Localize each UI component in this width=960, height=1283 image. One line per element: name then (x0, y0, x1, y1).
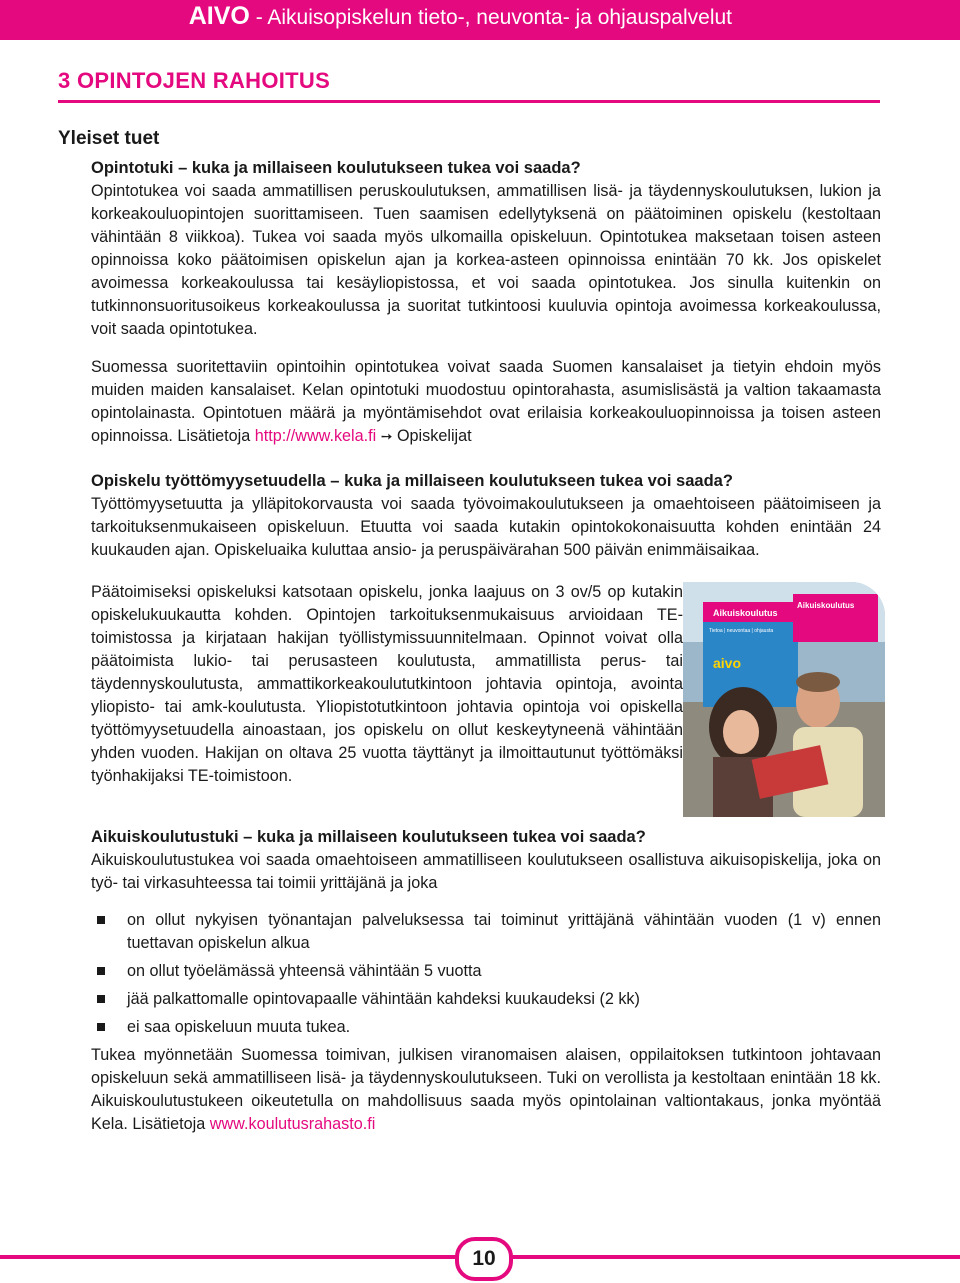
page-number: 10 (455, 1237, 513, 1281)
paragraph-text: Tukea myönnetään Suomessa toimivan, julkisen viranomaisen alaisen, oppilaitoksen tutkintoon johtavaan opiskeluun sekä ammatilliseen lisä- ja täydennyskoulutukseen. Tuki on verollista ja kestoltaan enintään 18 kk. Aikuiskoulutustukeen oikeutetulla on mahdollisuus saada myös opintolainan valtiontakaus, jonka myöntää Kela. Lisätietoja (91, 1046, 881, 1133)
list-item-text: jää palkattomalle opintovapaalle vähintään kahdeksi kuukaudeksi (2 kk) (127, 990, 640, 1008)
block-opintotuki (91, 157, 881, 448)
paragraph-text: Suomessa suoritettaviin opintoihin opintotukea voivat saada Suomen kansalaiset ja tietyin ehdoin myös muiden maiden kansalaiset. Kelan opintotuki muodostuu opintorahasta, asumislisästä ja valtion takaamasta opintolainasta. Opintotuen määrä ja myöntämisehdot ovat erilaisia korkeakouluopinnoissa ja toisen asteen opinnoissa. Lisätietoja (91, 358, 881, 445)
opintotuki-paragraph-2 (91, 356, 881, 448)
aikuiskoulutustuki-paragraph-2 (91, 1044, 881, 1136)
header-title (189, 0, 732, 40)
arrow-icon: ➙ (380, 428, 393, 444)
tyottomyysetuus-paragraph-1: Työttömyysetuutta ja ylläpitokorvausta voi saada työvoimakoulutukseen ja omaehtoiseen päätoimiseen ja tarkoituksenmukaiseen opiskeluun. Etuutta voi saada kutakin opintokokonaisuutta kohden enintään 24 kuukauden ajan. Opiskeluaika kuluttaa ansio- ja peruspäivärahan 500 päivän enimmäisaikaa. (91, 495, 881, 559)
block-aikuiskoulutustuki (91, 826, 881, 1136)
small-sign-text: Aikuiskoulutus (797, 601, 855, 610)
banner-text: Aikuiskoulutus (713, 608, 778, 618)
opintotuki-heading: Opintotuki – kuka ja millaiseen koulutukseen tukea voi saada? (91, 159, 581, 177)
header-bar (0, 0, 960, 40)
block-paatoiminen (91, 581, 683, 788)
opintotuki-paragraph-1: Opintotukea voi saada ammatillisen peruskoulutuksen, ammatillisen lisä- ja täydennyskoulutuksen, lukion ja korkeakouluopintojen suorittamiseen. Tuen saamisen edellytyksenä on päätoiminen opiskelu (kestoltaan vähintään 8 viikkoa). Tukea voi saada myös ulkomailla opiskeluun. Opintotukea maksetaan toisen asteen opinnoissa koko päätoimisen opiskelun ajan ja korkea-asteen opinnoissa enintään 70 kk. Jos opiskelet avoimessa korkeakoulussa tai kesäyliopistossa, et voi saada opintotukea. Jos sinulla kuitenkin on tutkinnonsuoritusoikeus korkeakoulussa ja suoritat tutkintoosi kuuluvia opintoja avoimessa korkeakoulussa, voit saada opintotukea. (91, 182, 881, 338)
aikuiskoulutustuki-heading: Aikuiskoulutustuki – kuka ja millaiseen koulutukseen tukea voi saada? (91, 828, 646, 846)
bullet-square-icon (97, 995, 105, 1003)
list-item-text: on ollut työelämässä yhteensä vähintään 5 vuotta (127, 962, 482, 980)
bullet-square-icon (97, 916, 105, 924)
bullet-square-icon (97, 967, 105, 975)
logo-text: aivo (713, 655, 742, 671)
photo-illustration (683, 582, 885, 817)
bullet-square-icon (97, 1023, 105, 1031)
list-item (91, 1016, 881, 1039)
kela-link[interactable]: http://www.kela.fi (254, 427, 377, 445)
general-heading: Yleiset tuet (58, 128, 160, 149)
list-item-text: on ollut nykyisen työnantajan palveluksessa tai toiminut yrittäjänä vähintään vuoden (1 v) ennen tuettavan opiskelun alkua (127, 911, 881, 952)
koulutusrahasto-link[interactable]: www.koulutusrahasto.fi (209, 1115, 376, 1133)
banner-subtext: Tietoa | neuvontaa | ohjausta (709, 628, 774, 634)
aikuiskoulutustuki-paragraph-1: Aikuiskoulutustukea voi saada omaehtoiseen ammatilliseen koulutukseen osallistuva aikuisopiskelija, joka on työ- tai virkasuhteessa tai toimii yrittäjänä ja joka (91, 851, 881, 892)
tyottomyysetuus-heading: Opiskelu työttömyysetuudella – kuka ja millaiseen koulutukseen tukea voi saada? (91, 472, 733, 490)
list-item (91, 988, 881, 1011)
paatoiminen-paragraph: Päätoimiseksi opiskeluksi katsotaan opiskelu, jonka laajuus on 3 ov/5 op kutakin opiskelukuukautta kohden. Opintojen tarkoituksenmukaisuus arvioidaan TE-toimistossa ja kirjataan hakijan työllistymissuunnitelmaan. Opinnot voivat olla päätoimista lukio- tai perusasteen koulutusta, ammatillista perus- tai täydennyskoulutusta, ammattikorkeakoulututkintoon johtavia opintoja, avointa yliopisto- tai amk-koulutusta. Yliopistotutkintoon johtavia opintoja voi opiskella työttömyysetuudella ainoastaan, jos opiskelu on ollut keskeytyneenä vähintään yhden vuoden. Hakijan on oltava 25 vuotta täyttänyt ja ilmoittautunut työttömäksi työnhakijaksi TE-toimistoon. (91, 583, 683, 785)
list-item (91, 909, 881, 955)
header-tagline: - Aikuisopiskelun tieto-, neuvonta- ja ohjauspalvelut (249, 6, 732, 29)
paragraph-tail: Opiskelijat (392, 427, 472, 445)
block-tyottomyysetuus (91, 470, 881, 562)
criteria-list (91, 909, 881, 1039)
list-item (91, 960, 881, 983)
list-item-text: ei saa opiskeluun muuta tukea. (127, 1018, 351, 1036)
brand-name: AIVO (188, 2, 250, 30)
photo-counseling (683, 582, 885, 817)
section-title: 3 OPINTOJEN RAHOITUS (58, 68, 880, 103)
